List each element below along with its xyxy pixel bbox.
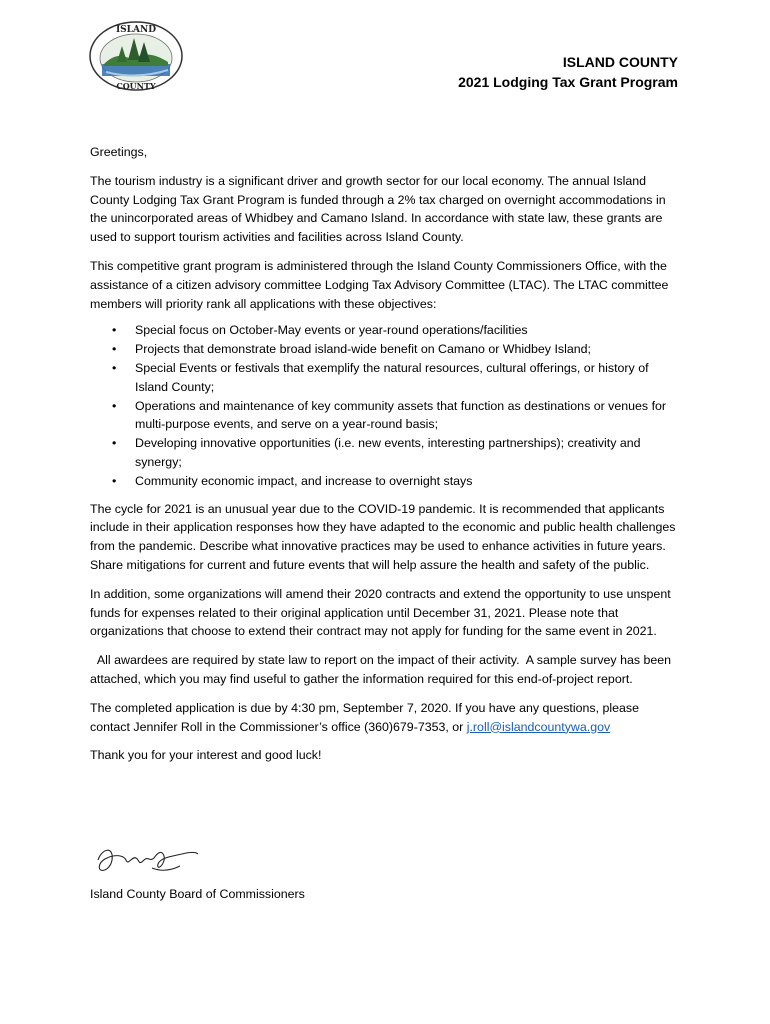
document-header bbox=[458, 52, 678, 92]
objective-text: Developing innovative opportunities (i.e. new events, interesting partnerships); creativity and synergy; bbox=[135, 436, 641, 469]
header-line-program: 2021 Lodging Tax Grant Program bbox=[458, 74, 678, 90]
list-item bbox=[90, 472, 682, 491]
list-item bbox=[90, 340, 682, 359]
list-item bbox=[90, 359, 682, 397]
paragraph-program: This competitive grant program is administered through the Island County Commissioners Office, with the assistance of a citizen advisory committee Lodging Tax Advisory Committee (LTAC). The LTAC committee members will priority rank all applications with these objectives: bbox=[90, 258, 669, 311]
objective-text: Community economic impact, and increase to overnight stays bbox=[135, 473, 473, 488]
list-item bbox=[90, 434, 682, 472]
greeting: Greetings, bbox=[90, 145, 148, 159]
objective-text: Special Events or festivals that exemplify the natural resources, cultural offerings, or history of Island County; bbox=[135, 360, 649, 394]
list-item bbox=[90, 321, 682, 340]
list-item bbox=[90, 397, 682, 435]
objective-text: Projects that demonstrate broad island-wide benefit on Camano or Whidbey Island; bbox=[135, 342, 591, 357]
paragraph-covid: The cycle for 2021 is an unusual year due to the COVID-19 pandemic. It is recommended that applicants include in their application responses how they have adapted to the economic and public health challenges from the pandemic. Describe what innovative practices may be used to enhance activities in future years. Share mitigations for current and future events that will help assure the health and safety of the public. bbox=[90, 501, 676, 572]
paragraph-reporting: All awardees are required by state law to report on the impact of their activity. A sample survey has been attached, which you may find useful to gather the information required for this end-of-project report. bbox=[90, 653, 675, 686]
paragraph-intro: The tourism industry is a significant driver and growth sector for our local economy. The annual Island County Lodging Tax Grant Program is funded through a 2% tax charged on overnight accommodations in the unincorporated areas of Whidbey and Camano Island. In accordance with state law, these grants are used to support tourism activities and facilities across Island County. bbox=[90, 173, 666, 245]
paragraph-deadline bbox=[90, 699, 682, 737]
closing-line: Thank you for your interest and good luck! bbox=[90, 748, 322, 763]
bullet-icon: • bbox=[112, 342, 117, 357]
letter-body bbox=[90, 143, 682, 775]
objective-text: Operations and maintenance of key community assets that function as destinations or venues for multi-purpose events, and serve on a year-round basis; bbox=[135, 398, 667, 432]
bullet-icon: • bbox=[112, 398, 117, 413]
email-link[interactable]: j.roll@islandcountywa.gov bbox=[466, 719, 611, 734]
logo-top-text: ISLAND bbox=[115, 25, 157, 35]
logo-bottom-text: COUNTY bbox=[116, 81, 156, 91]
island-county-logo bbox=[88, 20, 184, 92]
paragraph-extension: In addition, some organizations will amend their 2020 contracts and extend the opportunity to use unspent funds for expenses related to their original application until December 31, 2021. Please note that organizations that choose to extend their contract may not apply for funding for the same event in 2021. bbox=[90, 586, 671, 639]
bullet-icon: • bbox=[112, 323, 117, 338]
header-line-county: ISLAND COUNTY bbox=[562, 54, 678, 70]
bullet-icon: • bbox=[112, 473, 117, 488]
bullet-icon: • bbox=[112, 436, 117, 451]
deadline-text: The completed application is due by 4:30 pm, September 7, 2020. If you have any questions, please contact Jennifer Roll in the Commissioner’s office (360)679-7353, or bbox=[90, 700, 639, 734]
objectives-list bbox=[90, 321, 682, 490]
bullet-icon: • bbox=[112, 360, 117, 375]
signoff: Island County Board of Commissioners bbox=[90, 887, 305, 901]
signature-image bbox=[92, 838, 202, 882]
objective-text: Special focus on October-May events or year-round operations/facilities bbox=[135, 323, 528, 338]
